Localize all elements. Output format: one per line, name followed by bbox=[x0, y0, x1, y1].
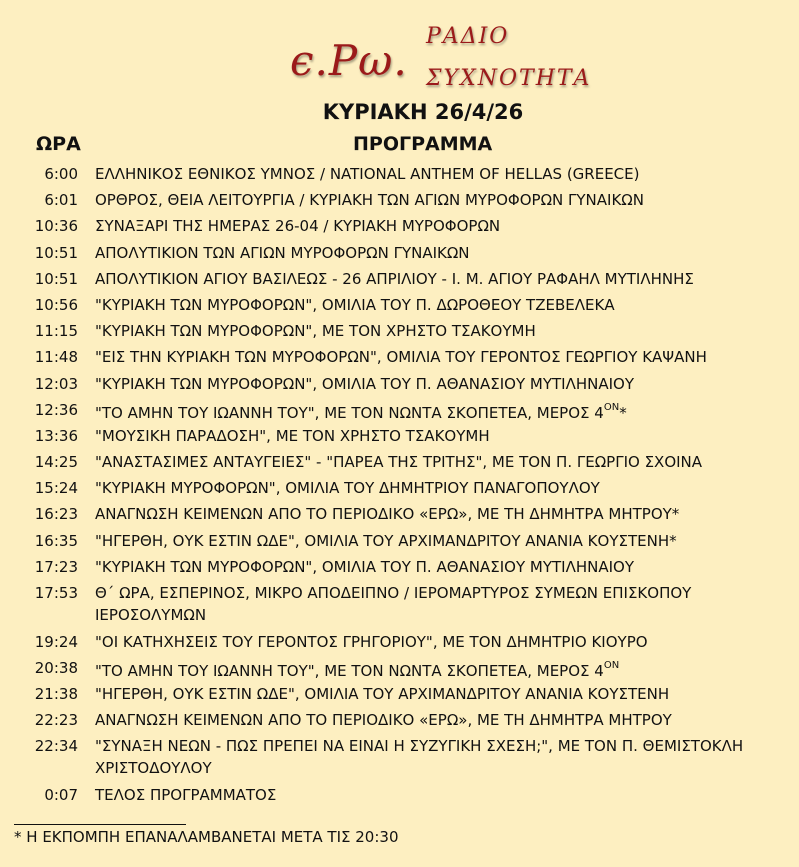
page-title: ΚΥΡΙΑΚΗ 26/4/26 bbox=[322, 100, 524, 124]
program-text: ΟΡΘΡΟΣ, ΘΕΙΑ ΛΕΙΤΟΥΡΓΙΑ / ΚΥΡΙΑΚΗ ΤΩΝ ΑΓΙΩΝ ΜΥΡΟΦΟΡΩΝ ΓΥΝΑΙΚΩΝ bbox=[95, 191, 644, 210]
schedule-row bbox=[0, 163, 799, 189]
program-text: "ΑΝΑΣΤΑΣΙΜΕΣ ΑΝΤΑΥΓΕΙΕΣ" - "ΠΑΡΕΑ ΤΗΣ ΤΡΙΤΗΣ", ΜΕ ΤΟΝ Π. ΓΕΩΡΓΙΟ ΣΧΟΙΝΑ bbox=[95, 453, 703, 472]
program-text: "ΗΓΕΡΘΗ, ΟΥΚ ΕΣΤΙΝ ΩΔΕ", ΟΜΙΛΙΑ ΤΟΥ ΑΡΧΙΜΑΝΔΡΙΤΟΥ ΑΝΑΝΙΑ ΚΟΥΣΤΕΝΗ* bbox=[95, 531, 677, 550]
program-text: ΑΠΟΛΥΤΙΚΙΟΝ ΑΓΙΟΥ ΒΑΣΙΛΕΩΣ - 26 ΑΠΡΙΛΙΟΥ - Ι. Μ. ΑΓΙΟΥ ΡΑΦΑΗΛ ΜΥΤΙΛΗΝΗΣ bbox=[95, 269, 694, 288]
schedule-time: 22:23 bbox=[34, 711, 78, 730]
schedule-row bbox=[0, 242, 799, 268]
schedule-program bbox=[95, 373, 634, 395]
schedule-time: 15:24 bbox=[34, 479, 78, 498]
program-asterisk: * bbox=[619, 403, 627, 422]
logo-line-frequency: ΣΥΧΝΟΤΗΤΑ bbox=[426, 66, 592, 91]
schedule-time: 6:00 bbox=[44, 165, 78, 183]
schedule-program bbox=[95, 784, 276, 806]
schedule-program-continuation: ΧΡΙΣΤΟΔΟΥΛΟΥ bbox=[95, 759, 212, 778]
schedule-program bbox=[95, 399, 627, 424]
schedule-row bbox=[0, 294, 799, 320]
program-superscript: ΟΝ bbox=[603, 659, 620, 671]
program-text: "ΚΥΡΙΑΚΗ ΜΥΡΟΦΟΡΩΝ", ΟΜΙΛΙΑ ΤΟΥ ΔΗΜΗΤΡΙΟΥ ΠΑΝΑΓΟΠΟΥΛΟΥ bbox=[95, 479, 600, 498]
schedule-program bbox=[95, 189, 644, 211]
schedule-row bbox=[0, 657, 799, 683]
schedule-row bbox=[0, 477, 799, 503]
schedule-program bbox=[95, 346, 707, 368]
schedule-program bbox=[95, 683, 669, 705]
program-text: "ΣΥΝΑΞΗ ΝΕΩΝ - ΠΩΣ ΠΡΕΠΕΙ ΝΑ ΕΙΝΑΙ Η ΣΥΖΥΓΙΚΗ ΣΧΕΣΗ;", ΜΕ ΤΟΝ Π. ΘΕΜΙΣΤΟΚΛΗ bbox=[95, 737, 744, 756]
schedule-row bbox=[0, 784, 799, 810]
schedule-program bbox=[95, 163, 639, 185]
schedule-row bbox=[0, 556, 799, 582]
program-text: ΤΕΛΟΣ ΠΡΟΓΡΑΜΜΑΤΟΣ bbox=[95, 786, 277, 805]
program-text: "ΚΥΡΙΑΚΗ ΤΩΝ ΜΥΡΟΦΟΡΩΝ", ΜΕ ΤΟΝ ΧΡΗΣΤΟ ΤΣΑΚΟΥΜΗ bbox=[95, 322, 536, 341]
schedule-program bbox=[95, 530, 677, 552]
schedule-time: 12:36 bbox=[34, 400, 78, 419]
schedule-row bbox=[0, 189, 799, 215]
schedule-program-continuation: ΙΕΡΟΣΟΛΥΜΩΝ bbox=[95, 606, 207, 624]
schedule-time: 0:07 bbox=[44, 786, 78, 805]
schedule-time: 19:24 bbox=[34, 632, 78, 651]
program-text: ΑΝΑΓΝΩΣΗ ΚΕΙΜΕΝΩΝ ΑΠΟ ΤΟ ΠΕΡΙΟΔΙΚΟ «ΕΡΩ», ΜΕ ΤΗ ΔΗΜΗΤΡΑ ΜΗΤΡΟΥ bbox=[95, 711, 672, 730]
schedule-time: 11:48 bbox=[34, 348, 78, 367]
program-text: "ΚΥΡΙΑΚΗ ΤΩΝ ΜΥΡΟΦΟΡΩΝ", ΟΜΙΛΙΑ ΤΟΥ Π. ΑΘΑΝΑΣΙΟΥ ΜΥΤΙΛΗΝΑΙΟΥ bbox=[95, 374, 635, 393]
program-text: "ΕΙΣ ΤΗΝ ΚΥΡΙΑΚΗ ΤΩΝ ΜΥΡΟΦΟΡΩΝ", ΟΜΙΛΙΑ ΤΟΥ ΓΕΡΟΝΤΟΣ ΓΕΩΡΓΙΟΥ ΚΑΨΑΝΗ bbox=[95, 348, 707, 367]
program-text: "ΜΟΥΣΙΚΗ ΠΑΡΑΔΟΣΗ", ΜΕ ΤΟΝ ΧΡΗΣΤΟ ΤΣΑΚΟΥΜΗ bbox=[95, 426, 490, 445]
schedule-time: 12:03 bbox=[34, 374, 78, 393]
station-logo bbox=[286, 24, 596, 98]
schedule-row bbox=[0, 399, 799, 425]
schedule-time: 16:23 bbox=[34, 505, 78, 524]
time-column-header: ΩΡΑ bbox=[36, 133, 81, 155]
schedule-time: 10:36 bbox=[34, 217, 78, 236]
schedule-program bbox=[95, 294, 615, 316]
schedule-row bbox=[0, 530, 799, 556]
schedule-program bbox=[95, 425, 490, 447]
schedule-time: 21:38 bbox=[34, 685, 78, 704]
logo-mark: ϵ.Ρω. bbox=[290, 36, 408, 85]
program-text: ΕΛΛΗΝΙΚΟΣ ΕΘΝΙΚΟΣ ΥΜΝΟΣ / NATIONAL ANTHEM OF HELLAS (GREECE) bbox=[95, 165, 640, 183]
schedule-row bbox=[0, 320, 799, 346]
program-text: "ΚΥΡΙΑΚΗ ΤΩΝ ΜΥΡΟΦΟΡΩΝ", ΟΜΙΛΙΑ ΤΟΥ Π. ΑΘΑΝΑΣΙΟΥ ΜΥΤΙΛΗΝΑΙΟΥ bbox=[95, 557, 635, 576]
schedule-program bbox=[95, 657, 619, 682]
schedule-program bbox=[95, 582, 691, 604]
schedule-time: 10:51 bbox=[34, 243, 78, 262]
schedule-time: 13:36 bbox=[34, 426, 78, 445]
footnote-divider bbox=[14, 824, 186, 825]
schedule-row bbox=[0, 425, 799, 451]
program-text: Θ΄ ΩΡΑ, ΕΣΠΕΡΙΝΟΣ, ΜΙΚΡΟ ΑΠΟΔΕΙΠΝΟ / ΙΕΡΟΜΑΡΤΥΡΟΣ ΣΥΜΕΩΝ ΕΠΙΣΚΟΠΟΥ bbox=[95, 584, 692, 602]
schedule-row bbox=[0, 503, 799, 529]
schedule-time: 10:51 bbox=[34, 269, 78, 288]
schedule-time: 17:23 bbox=[34, 557, 78, 576]
schedule-time: 22:34 bbox=[34, 737, 78, 756]
program-column-header: ΠΡΟΓΡΑΜΜΑ bbox=[353, 133, 493, 155]
schedule-program bbox=[95, 268, 694, 290]
schedule-row bbox=[0, 683, 799, 709]
schedule-time: 10:56 bbox=[34, 295, 78, 314]
schedule-row bbox=[0, 631, 799, 657]
schedule-program bbox=[95, 556, 634, 578]
schedule-row bbox=[0, 582, 799, 631]
schedule-row bbox=[0, 373, 799, 399]
schedule-row bbox=[0, 268, 799, 294]
logo-line-radio: ΡΑΔΙΟ bbox=[426, 24, 510, 49]
program-text: "ΤΟ ΑΜΗΝ ΤΟΥ ΙΩΑΝΝΗ ΤΟΥ", ΜΕ ΤΟΝ ΝΩΝΤΑ ΣΚΟΠΕΤΕΑ, ΜΕΡΟΣ 4 bbox=[95, 661, 604, 680]
schedule-time: 20:38 bbox=[34, 658, 78, 677]
schedule-program bbox=[95, 477, 600, 499]
schedule-program bbox=[95, 215, 500, 237]
schedule-program bbox=[95, 735, 743, 757]
program-text: "ΗΓΕΡΘΗ, ΟΥΚ ΕΣΤΙΝ ΩΔΕ", ΟΜΙΛΙΑ ΤΟΥ ΑΡΧΙΜΑΝΔΡΙΤΟΥ ΑΝΑΝΙΑ ΚΟΥΣΤΕΝΗ bbox=[95, 685, 670, 704]
program-text: ΑΠΟΛΥΤΙΚΙΟΝ ΤΩΝ ΑΓΙΩΝ ΜΥΡΟΦΟΡΩΝ ΓΥΝΑΙΚΩΝ bbox=[95, 243, 470, 262]
schedule-row bbox=[0, 346, 799, 372]
schedule-program bbox=[95, 242, 470, 264]
schedule-program bbox=[95, 320, 536, 342]
schedule-program bbox=[95, 503, 679, 525]
program-text: ΑΝΑΓΝΩΣΗ ΚΕΙΜΕΝΩΝ ΑΠΟ ΤΟ ΠΕΡΙΟΔΙΚΟ «ΕΡΩ», ΜΕ ΤΗ ΔΗΜΗΤΡΑ ΜΗΤΡΟΥ* bbox=[95, 505, 680, 524]
schedule-time: 16:35 bbox=[34, 531, 78, 550]
schedule-row bbox=[0, 735, 799, 784]
schedule-time: 11:15 bbox=[34, 322, 78, 341]
schedule-time: 17:53 bbox=[34, 584, 78, 602]
schedule-time: 6:01 bbox=[44, 191, 78, 210]
schedule-row bbox=[0, 215, 799, 241]
schedule-list bbox=[0, 163, 799, 810]
schedule-time: 14:25 bbox=[34, 453, 78, 472]
schedule-row bbox=[0, 709, 799, 735]
footnote: * Η ΕΚΠΟΜΠΗ ΕΠΑΝΑΛΑΜΒΑΝΕΤΑΙ ΜΕΤΑ ΤΙΣ 20:30 bbox=[14, 828, 399, 846]
program-text: "ΤΟ ΑΜΗΝ ΤΟΥ ΙΩΑΝΝΗ ΤΟΥ", ΜΕ ΤΟΝ ΝΩΝΤΑ ΣΚΟΠΕΤΕΑ, ΜΕΡΟΣ 4 bbox=[95, 403, 604, 422]
program-text: "ΚΥΡΙΑΚΗ ΤΩΝ ΜΥΡΟΦΟΡΩΝ", ΟΜΙΛΙΑ ΤΟΥ Π. ΔΩΡΟΘΕΟΥ ΤΖΕΒΕΛΕΚΑ bbox=[95, 295, 615, 314]
program-text: "ΟΙ ΚΑΤΗΧΗΣΕΙΣ ΤΟΥ ΓΕΡΟΝΤΟΣ ΓΡΗΓΟΡΙΟΥ", ΜΕ ΤΟΝ ΔΗΜΗΤΡΙΟ ΚΙΟΥΡΟ bbox=[95, 632, 648, 651]
schedule-program bbox=[95, 631, 648, 653]
program-text: ΣΥΝΑΞΑΡΙ ΤΗΣ ΗΜΕΡΑΣ 26-04 / ΚΥΡΙΑΚΗ ΜΥΡΟΦΟΡΩΝ bbox=[95, 217, 501, 236]
schedule-row bbox=[0, 451, 799, 477]
schedule-program bbox=[95, 451, 702, 473]
program-superscript: ΟΝ bbox=[603, 401, 620, 413]
schedule-program bbox=[95, 709, 672, 731]
